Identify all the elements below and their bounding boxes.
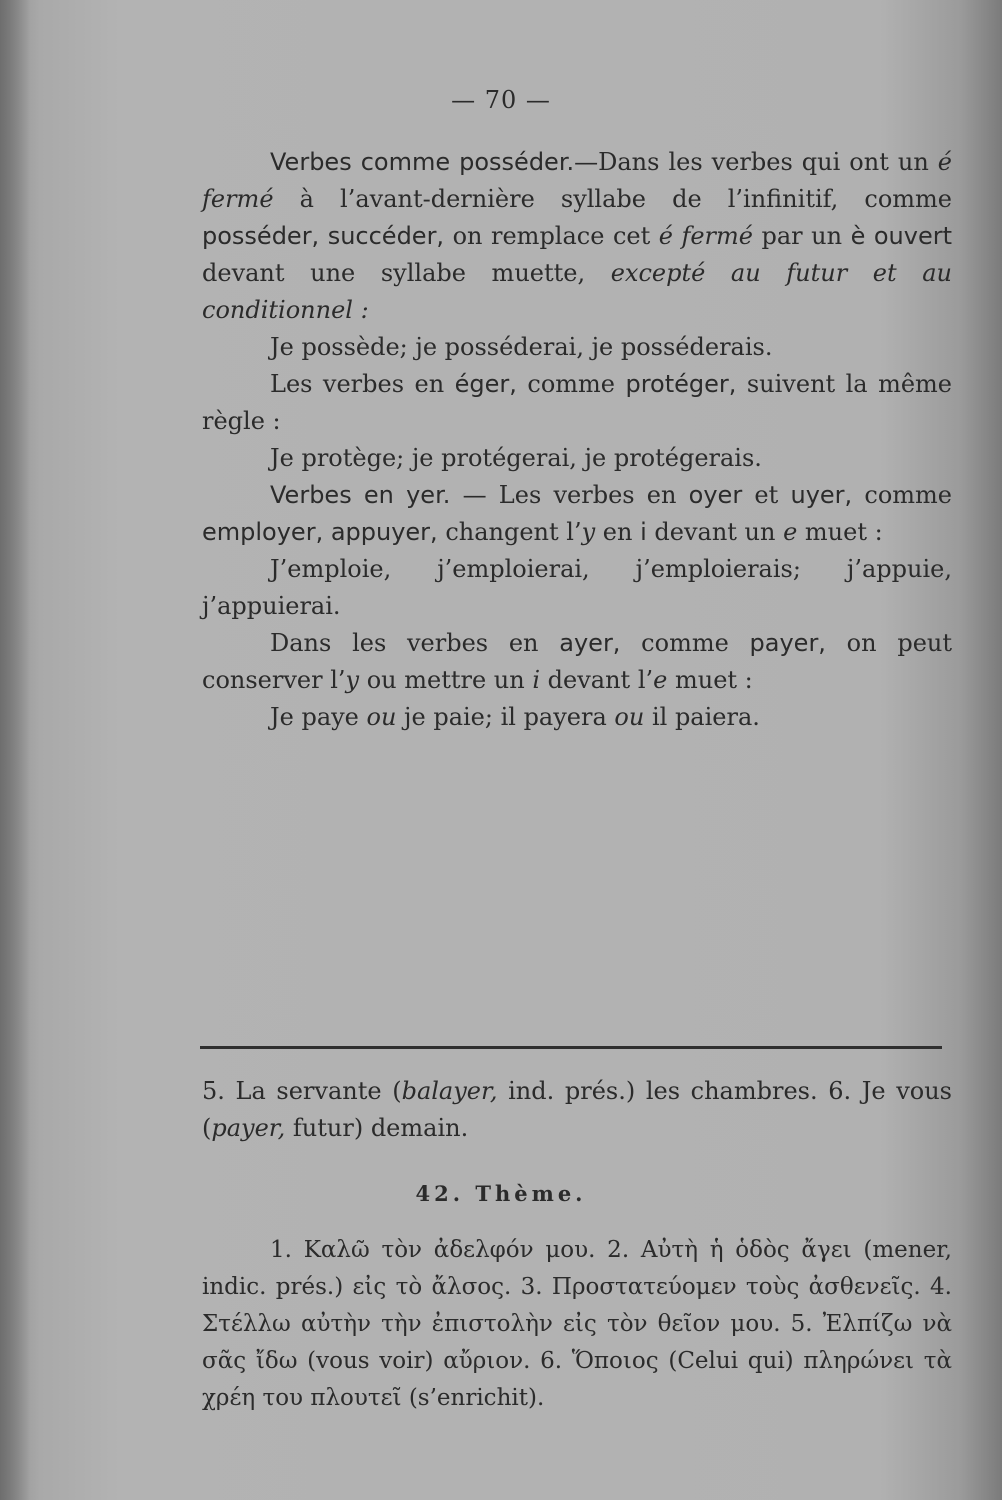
theme-exercise [202, 1232, 952, 1417]
divider-rule [200, 1046, 942, 1049]
theme-title: 42. Thème. [415, 1181, 587, 1206]
heading-yer: Verbes en yer. [270, 481, 451, 509]
heading-posseder: Verbes comme posséder. [270, 148, 575, 176]
paragraph-posseder-rule: Verbes comme posséder.—Dans les verbes qui ont un é fermé à l’avant-dernière syllabe de l’infinitif, comme posséder, succéder, on remplace cet é fermé par un è ouvert devant une syllabe muette, excepté au futur et au conditionnel : [202, 148, 952, 324]
paragraph-yer-rule: Verbes en yer. — Les verbes en oyer et uyer, comme employer, appuyer, changent l’y en i devant un e muet : [202, 481, 952, 546]
example-proteger: Je protège; je protégerai, je protégerais. [270, 444, 762, 472]
paragraph-ayer-rule: Dans les verbes en ayer, comme payer, on peut conserver l’y ou mettre un i devant l’e muet : [202, 629, 952, 694]
example-employer: J’emploie, j’emploierai, j’emploierais; j’appuie, j’appuierai. [202, 555, 952, 620]
page-fold-shadow [0, 0, 30, 1500]
paragraph-eger-rule: Les verbes en éger, comme protéger, suivent la même règle : [202, 370, 953, 435]
exercise-paragraph: 5. La servante (balayer, ind. prés.) les chambres. 6. Je vous (payer, futur) demain. [202, 1077, 953, 1142]
example-payer: Je paye ou je paie; il payera ou il paiera. [270, 703, 760, 731]
example-posseder: Je possède; je posséderai, je posséderais. [270, 333, 773, 361]
grammar-section [202, 144, 952, 736]
page-number: — 70 — [451, 86, 551, 114]
greek-theme-text: 1. Καλῶ τὸν ἀδελφόν μου. 2. Αὐτὴ ἡ ὁδὸς ἄγει (mener, indic. prés.) εἰς τὸ ἄλσος. 3. Προστατεύομεν τοὺς ἀσθενεῖς. 4. Στέλλω αὐτὴν τὴν ἐπιστολὴν εἰς τὸν θεῖον μου. 5. Ἐλπίζω νὰ σᾶς ἴδω (vous voir) αὔριον. 6. Ὅποιος (Celui qui) πληρώνει τὰ χρέη του πλουτεῖ (s’enrichit). [202, 1237, 952, 1411]
exercise-continuation [202, 1073, 952, 1147]
